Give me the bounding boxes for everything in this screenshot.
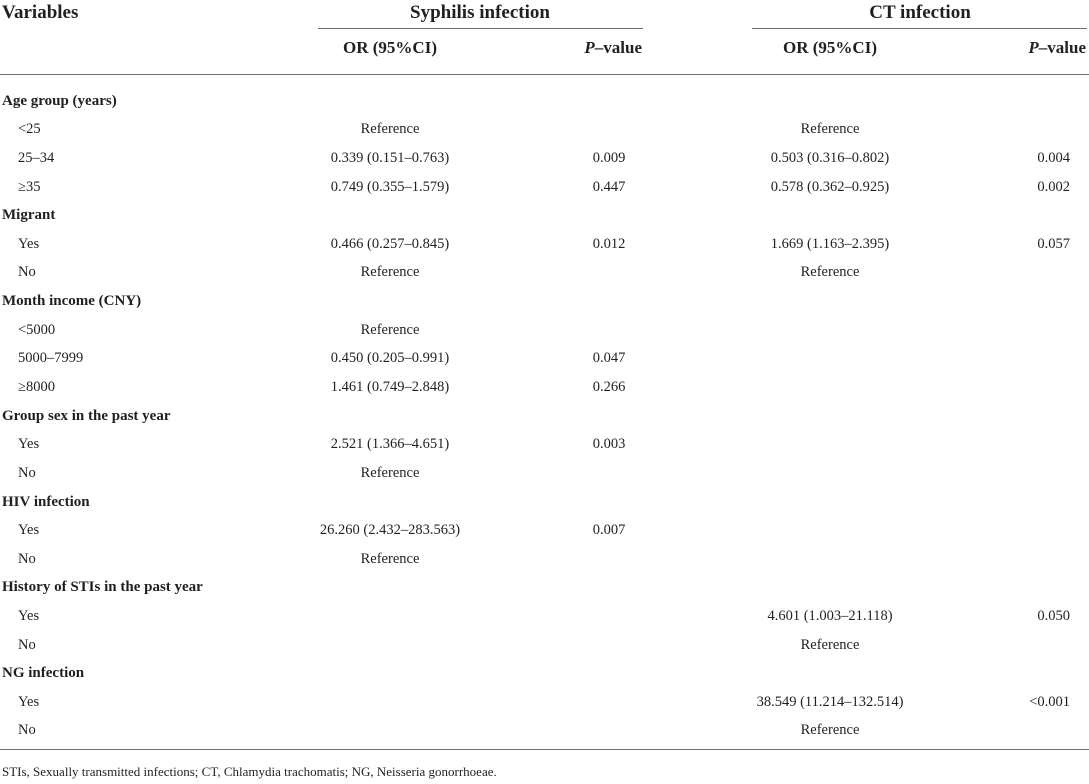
ct-p-cell: 0.002 — [1037, 179, 1070, 195]
ct-p-cell: 0.004 — [1037, 150, 1070, 166]
syphilis-or-cell: 0.450 (0.205–0.991) — [330, 350, 450, 366]
syphilis-or-cell: 0.749 (0.355–1.579) — [330, 179, 450, 195]
header-group-underline-syphilis — [318, 28, 643, 29]
syphilis-or-cell: Reference — [360, 121, 420, 137]
section-migrant: Migrant — [2, 207, 56, 223]
syphilis-p-cell: 0.266 — [592, 379, 626, 395]
ct-or-cell: 0.578 (0.362–0.925) — [770, 179, 890, 195]
syphilis-p-cell: 0.047 — [592, 350, 626, 366]
section-history-stis: History of STIs in the past year — [2, 579, 203, 595]
table-row-label: 25–34 — [18, 150, 55, 166]
header-variables: Variables — [2, 2, 79, 23]
ct-or-cell: 4.601 (1.003–21.118) — [767, 608, 893, 624]
syphilis-or-cell: Reference — [360, 322, 420, 338]
ct-or-cell: Reference — [800, 121, 860, 137]
section-month-income: Month income (CNY) — [2, 293, 142, 309]
section-hiv-infection: HIV infection — [2, 494, 90, 510]
ct-or-cell: Reference — [800, 264, 860, 280]
header-ct: CT infection — [869, 2, 971, 23]
table-row-label: 5000–7999 — [18, 350, 84, 366]
table-row-label: Yes — [18, 522, 40, 538]
ct-or-cell: 1.669 (1.163–2.395) — [770, 236, 890, 252]
table-row-label: No — [18, 264, 36, 280]
table-row-label: Yes — [18, 236, 40, 252]
table-row-label: No — [18, 551, 36, 567]
syphilis-p-cell: 0.003 — [592, 436, 626, 452]
header-bottom-rule — [0, 74, 1089, 75]
syphilis-or-cell: 26.260 (2.432–283.563) — [319, 522, 461, 538]
table-row-label: Yes — [18, 436, 40, 452]
table-row-label: ≥35 — [18, 179, 41, 195]
table-row-label: <25 — [18, 121, 41, 137]
table-row-label: Yes — [18, 608, 40, 624]
subheader-or-syphilis: OR (95%CI) — [343, 38, 437, 57]
table-footnote: STIs, Sexually transmitted infections; CT, Chlamydia trachomatis; NG, Neisseria gonorrhoeae. — [2, 764, 497, 779]
syphilis-or-cell: 0.466 (0.257–0.845) — [330, 236, 450, 252]
syphilis-or-cell: Reference — [360, 551, 420, 567]
subheader-pvalue-syphilis: P–value — [584, 38, 642, 57]
header-group-underline-ct — [752, 28, 1087, 29]
table-row-label: No — [18, 637, 36, 653]
ct-p-cell: <0.001 — [1029, 694, 1070, 710]
syphilis-p-cell: 0.012 — [592, 236, 626, 252]
table-row-label: Yes — [18, 694, 40, 710]
subheader-or-ct: OR (95%CI) — [783, 38, 877, 57]
table-row-label: <5000 — [18, 322, 56, 338]
syphilis-p-cell: 0.009 — [592, 150, 626, 166]
syphilis-or-cell: 2.521 (1.366–4.651) — [330, 436, 450, 452]
section-age-group: Age group (years) — [2, 93, 117, 109]
table-bottom-rule — [0, 749, 1089, 750]
ct-or-cell: Reference — [800, 637, 860, 653]
ct-or-cell: Reference — [800, 722, 860, 738]
ct-p-cell: 0.050 — [1037, 608, 1070, 624]
syphilis-p-cell: 0.007 — [592, 522, 626, 538]
table-row-label: ≥8000 — [18, 379, 55, 395]
table-row-label: No — [18, 465, 36, 481]
syphilis-or-cell: Reference — [360, 465, 420, 481]
syphilis-or-cell: Reference — [360, 264, 420, 280]
section-ng-infection: NG infection — [2, 665, 85, 681]
table-row-label: No — [18, 722, 36, 738]
subheader-pvalue-ct: P–value — [1028, 38, 1086, 57]
syphilis-p-cell: 0.447 — [592, 179, 626, 195]
section-group-sex: Group sex in the past year — [2, 408, 171, 424]
syphilis-or-cell: 1.461 (0.749–2.848) — [330, 379, 450, 395]
ct-or-cell: 38.549 (11.214–132.514) — [756, 694, 904, 710]
ct-or-cell: 0.503 (0.316–0.802) — [770, 150, 890, 166]
ct-p-cell: 0.057 — [1037, 236, 1070, 252]
header-syphilis: Syphilis infection — [410, 2, 550, 23]
syphilis-or-cell: 0.339 (0.151–0.763) — [330, 150, 450, 166]
